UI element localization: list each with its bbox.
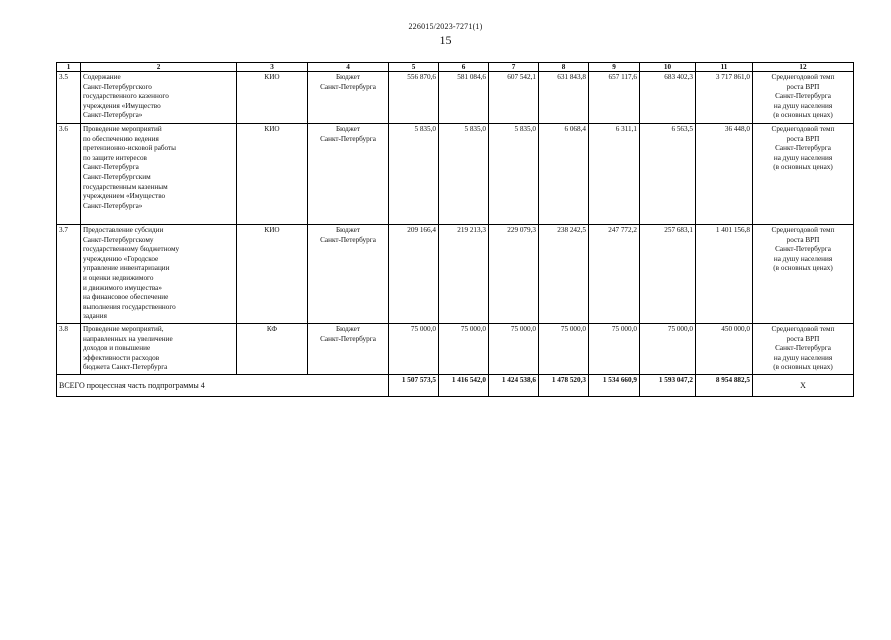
value-col8: 238 242,5 (539, 225, 589, 324)
value-col8: 631 843,8 (539, 72, 589, 124)
value-col11-total: 450 000,0 (696, 323, 753, 374)
value-col10: 75 000,0 (640, 323, 696, 374)
value-col5: 209 166,4 (389, 225, 439, 324)
total-col10: 1 593 047,2 (640, 374, 696, 396)
value-col7: 229 079,3 (489, 225, 539, 324)
column-header: 8 (539, 63, 589, 72)
row-index: 3.8 (57, 323, 81, 374)
row-index: 3.7 (57, 225, 81, 324)
value-col9: 657 117,6 (589, 72, 640, 124)
value-col11-total: 3 717 861,0 (696, 72, 753, 124)
value-col5: 5 835,0 (389, 124, 439, 225)
column-header: 9 (589, 63, 640, 72)
value-col8: 6 068,4 (539, 124, 589, 225)
total-col9: 1 534 660,9 (589, 374, 640, 396)
total-indicator: Х (753, 374, 854, 396)
column-header: 7 (489, 63, 539, 72)
budget-table (56, 62, 854, 397)
target-indicator: Среднегодовой темп роста ВРП Санкт-Петербурга на душу населения (в основных ценах) (753, 323, 854, 374)
column-header: 5 (389, 63, 439, 72)
executor: КИО (237, 72, 308, 124)
document-registration-number: 226015/2023-7271(1) (408, 22, 483, 31)
value-col6: 5 835,0 (439, 124, 489, 225)
value-col8: 75 000,0 (539, 323, 589, 374)
value-col7: 5 835,0 (489, 124, 539, 225)
column-header: 2 (81, 63, 237, 72)
table-row (57, 72, 854, 124)
column-header: 6 (439, 63, 489, 72)
total-col8: 1 478 520,3 (539, 374, 589, 396)
column-header: 12 (753, 63, 854, 72)
measure-name: Содержание Санкт-Петербургского государственного казенного учреждения «Имущество Санкт-Петербурга» (81, 72, 237, 124)
measure-name: Предоставление субсидии Санкт-Петербургскому государственному бюджетному учреждению «Городское управление инвентаризации и оценки недвижимого и движимого имущества» на финансовое обеспечение выполнения государственного задания (81, 225, 237, 324)
total-label: ВСЕГО процессная часть подпрограммы 4 (57, 374, 389, 396)
funding-source: Бюджет Санкт-Петербурга (308, 72, 389, 124)
funding-source: Бюджет Санкт-Петербурга (308, 323, 389, 374)
value-col10: 257 683,1 (640, 225, 696, 324)
measure-name: Проведение мероприятий по обеспечению ведения претензионно-исковой работы по защите интересов Санкт-Петербурга Санкт-Петербургским государственным казенным учреждением «Имущество Санкт-Петербурга» (81, 124, 237, 225)
row-index: 3.5 (57, 72, 81, 124)
funding-source: Бюджет Санкт-Петербурга (308, 225, 389, 324)
column-header: 4 (308, 63, 389, 72)
table-row (57, 124, 854, 225)
value-col10: 683 402,3 (640, 72, 696, 124)
target-indicator: Среднегодовой темп роста ВРП Санкт-Петербурга на душу населения (в основных ценах) (753, 124, 854, 225)
row-index: 3.6 (57, 124, 81, 225)
value-col7: 607 542,1 (489, 72, 539, 124)
column-header: 10 (640, 63, 696, 72)
value-col7: 75 000,0 (489, 323, 539, 374)
table-row (57, 225, 854, 324)
value-col9: 6 311,1 (589, 124, 640, 225)
total-row (57, 374, 854, 396)
target-indicator: Среднегодовой темп роста ВРП Санкт-Петербурга на душу населения (в основных ценах) (753, 225, 854, 324)
funding-source: Бюджет Санкт-Петербурга (308, 124, 389, 225)
total-col6: 1 416 542,0 (439, 374, 489, 396)
value-col10: 6 563,5 (640, 124, 696, 225)
value-col11-total: 1 401 156,8 (696, 225, 753, 324)
page-number: 15 (439, 33, 452, 47)
column-header: 3 (237, 63, 308, 72)
value-col6: 75 000,0 (439, 323, 489, 374)
value-col6: 581 084,6 (439, 72, 489, 124)
target-indicator: Среднегодовой темп роста ВРП Санкт-Петербурга на душу населения (в основных ценах) (753, 72, 854, 124)
table-row (57, 323, 854, 374)
executor: КИО (237, 124, 308, 225)
total-col7: 1 424 538,6 (489, 374, 539, 396)
column-header: 1 (57, 63, 81, 72)
column-header-row (57, 63, 854, 72)
value-col9: 247 772,2 (589, 225, 640, 324)
measure-name: Проведение мероприятий, направленных на увеличение доходов и повышение эффективности расходов бюджета Санкт-Петербурга (81, 323, 237, 374)
executor: КФ (237, 323, 308, 374)
value-col5: 556 870,6 (389, 72, 439, 124)
value-col11-total: 36 448,0 (696, 124, 753, 225)
total-col5: 1 507 573,5 (389, 374, 439, 396)
value-col9: 75 000,0 (589, 323, 640, 374)
executor: КИО (237, 225, 308, 324)
total-col11: 8 954 882,5 (696, 374, 753, 396)
column-header: 11 (696, 63, 753, 72)
value-col6: 219 213,3 (439, 225, 489, 324)
value-col5: 75 000,0 (389, 323, 439, 374)
